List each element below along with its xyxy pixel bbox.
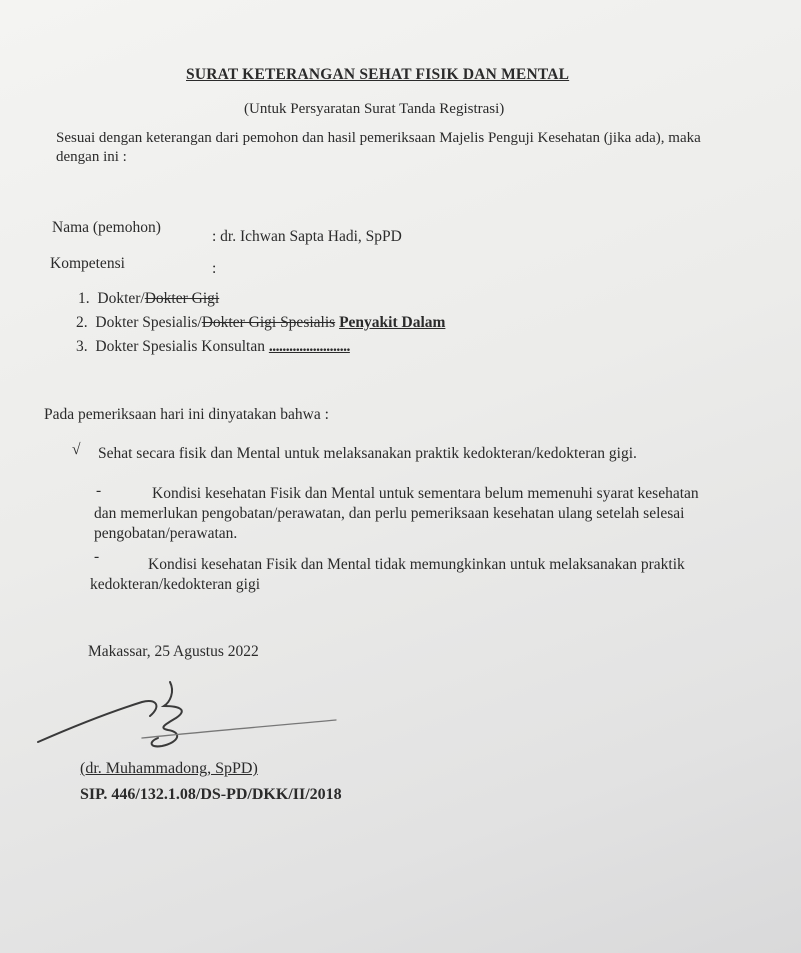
competence-item-1 bbox=[78, 290, 219, 308]
option-2-text: Kondisi kesehatan Fisik dan Mental untuk sementara belum memenuhi syarat kesehatan dan memerlukan pengobatan/perawatan, dan perlu pemeriksaan kesehatan ulang setelah selesai pengobatan/perawatan. bbox=[94, 485, 699, 542]
competence-dots: ........................ bbox=[268, 338, 350, 355]
competence-item-2 bbox=[76, 314, 445, 332]
signatory-sip: SIP. 446/132.1.08/DS-PD/DKK/II/2018 bbox=[80, 786, 342, 803]
option-1-marker: √ bbox=[72, 441, 81, 458]
option-3-marker: - bbox=[94, 548, 100, 565]
competence-text: Dokter Spesialis Konsultan bbox=[95, 338, 265, 355]
document-title: SURAT KETERANGAN SEHAT FISIK DAN MENTAL bbox=[186, 66, 570, 83]
competence-text: Dokter Spesialis/ bbox=[95, 314, 202, 331]
competence-text: Dokter/ bbox=[97, 290, 145, 307]
competence-label: Kompetensi bbox=[50, 255, 125, 272]
option-3-text: Kondisi kesehatan Fisik dan Mental tidak memungkinkan untuk melaksanakan praktik kedokteran/kedokteran gigi bbox=[90, 556, 685, 593]
applicant-name-value: : dr. Ichwan Sapta Hadi, SpPD bbox=[212, 228, 402, 245]
signatory-name: (dr. Muhammadong, SpPD) bbox=[80, 760, 258, 777]
competence-struck: Dokter Gigi Spesialis bbox=[201, 314, 336, 331]
competence-number: 1. bbox=[78, 290, 90, 307]
declaration-intro: Pada pemeriksaan hari ini dinyatakan bahwa : bbox=[44, 406, 329, 423]
competence-number: 2. bbox=[76, 314, 88, 331]
competence-colon: : bbox=[212, 260, 217, 277]
intro-paragraph: Sesuai dengan keterangan dari pemohon dan hasil pemeriksaan Majelis Penguji Kesehatan (jika ada), maka dengan ini : bbox=[56, 130, 701, 165]
competence-struck: Dokter Gigi bbox=[144, 290, 220, 307]
competence-item-3 bbox=[76, 338, 350, 356]
document-subtitle: (Untuk Persyaratan Surat Tanda Registrasi) bbox=[244, 101, 505, 117]
applicant-name-label: Nama (pemohon) bbox=[52, 219, 161, 236]
competence-specialty: Penyakit Dalam bbox=[339, 314, 446, 331]
signature-icon bbox=[30, 676, 350, 756]
competence-number: 3. bbox=[76, 338, 88, 355]
option-1-text: Sehat secara fisik dan Mental untuk melaksanakan praktik kedokteran/kedokteran gigi. bbox=[98, 445, 637, 462]
option-2-marker: - bbox=[96, 482, 102, 499]
place-date: Makassar, 25 Agustus 2022 bbox=[88, 643, 259, 660]
